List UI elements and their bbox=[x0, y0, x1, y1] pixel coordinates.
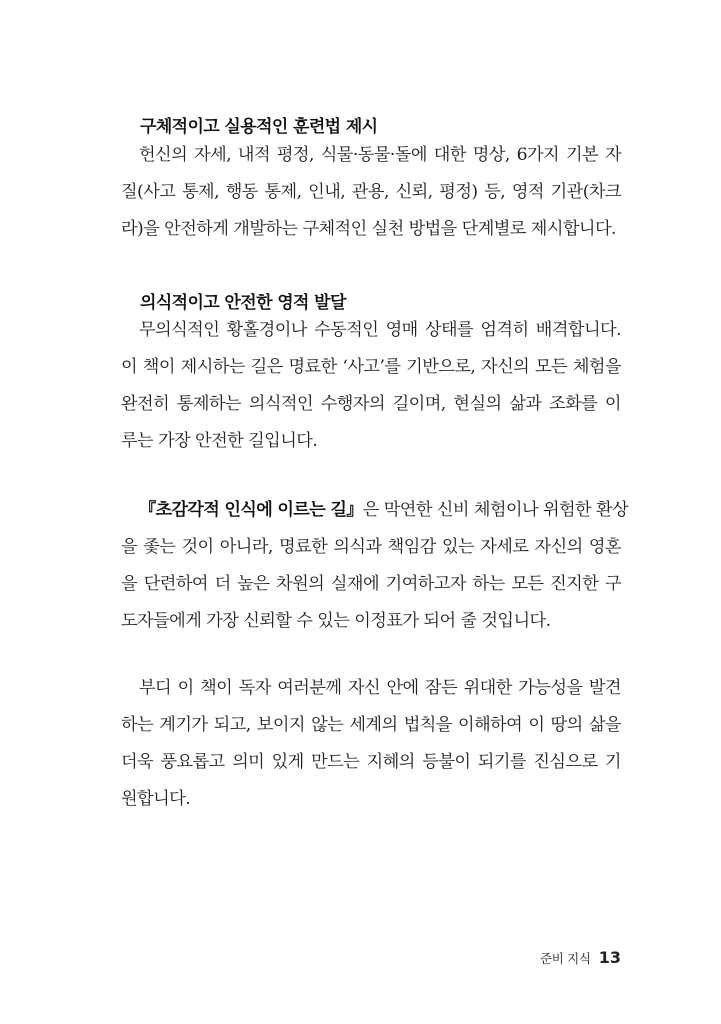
book-title: 『초감각적 인식에 이르는 길』 bbox=[139, 500, 363, 520]
text-line: 완전히 통제하는 의식적인 수행자의 길이며, 현실의 삶과 조화를 이 bbox=[121, 394, 621, 414]
text-line: 무의식적인 황홀경이나 수동적인 영매 상태를 엄격히 배격합니다. bbox=[139, 320, 621, 340]
text-line bbox=[121, 492, 629, 529]
paragraph-practical-methods bbox=[121, 137, 621, 248]
section-heading-practical-methods: 구체적이고 실용적인 훈련법 제시 bbox=[140, 117, 378, 137]
text-line: 더욱 풍요롭고 의미 있게 만드는 지혜의 등불이 되기를 진심으로 기 bbox=[121, 752, 621, 772]
paragraph-safe-development bbox=[121, 312, 621, 460]
text-line: 원합니다. bbox=[121, 789, 191, 809]
page-footer bbox=[540, 948, 621, 967]
text-line: 이 책이 제시하는 길은 명료한 ‘사고’를 기반으로, 자신의 모든 체험을 bbox=[121, 357, 621, 377]
footer-section-name: 준비 지식 bbox=[539, 951, 591, 966]
page-number: 13 bbox=[598, 948, 621, 967]
text-line: 을 단련하여 더 높은 차원의 실재에 기여하고자 하는 모든 진지한 구 bbox=[121, 574, 621, 594]
text-line: 루는 가장 안전한 길입니다. bbox=[121, 431, 318, 451]
paragraph-wish bbox=[121, 670, 621, 818]
text-line: 라)을 안전하게 개발하는 구체적인 실천 방법을 단계별로 제시합니다. bbox=[121, 219, 616, 239]
section-heading-safe-development: 의식적이고 안전한 영적 발달 bbox=[140, 293, 346, 313]
text-line: 부디 이 책이 독자 여러분께 자신 안에 잠든 위대한 가능성을 발견 bbox=[139, 678, 621, 698]
text-line: 헌신의 자세, 내적 평정, 식물·동물·돌에 대한 명상, 6가지 기본 자 bbox=[139, 145, 621, 165]
text-line: 을 좇는 것이 아니라, 명료한 의식과 책임감 있는 자세로 자신의 영혼 bbox=[121, 537, 621, 557]
paragraph-closing bbox=[121, 492, 629, 640]
text-line: 하는 계기가 되고, 보이지 않는 세계의 법칙을 이해하여 이 땅의 삶을 bbox=[121, 715, 621, 735]
text-line: 질(사고 통제, 행동 통제, 인내, 관용, 신뢰, 평정) 등, 영적 기관(차크 bbox=[121, 182, 621, 202]
text-line: 도자들에게 가장 신뢰할 수 있는 이정표가 되어 줄 것입니다. bbox=[121, 611, 551, 631]
text-fragment: 은 막연한 신비 체험이나 위험한 환상 bbox=[362, 500, 629, 520]
